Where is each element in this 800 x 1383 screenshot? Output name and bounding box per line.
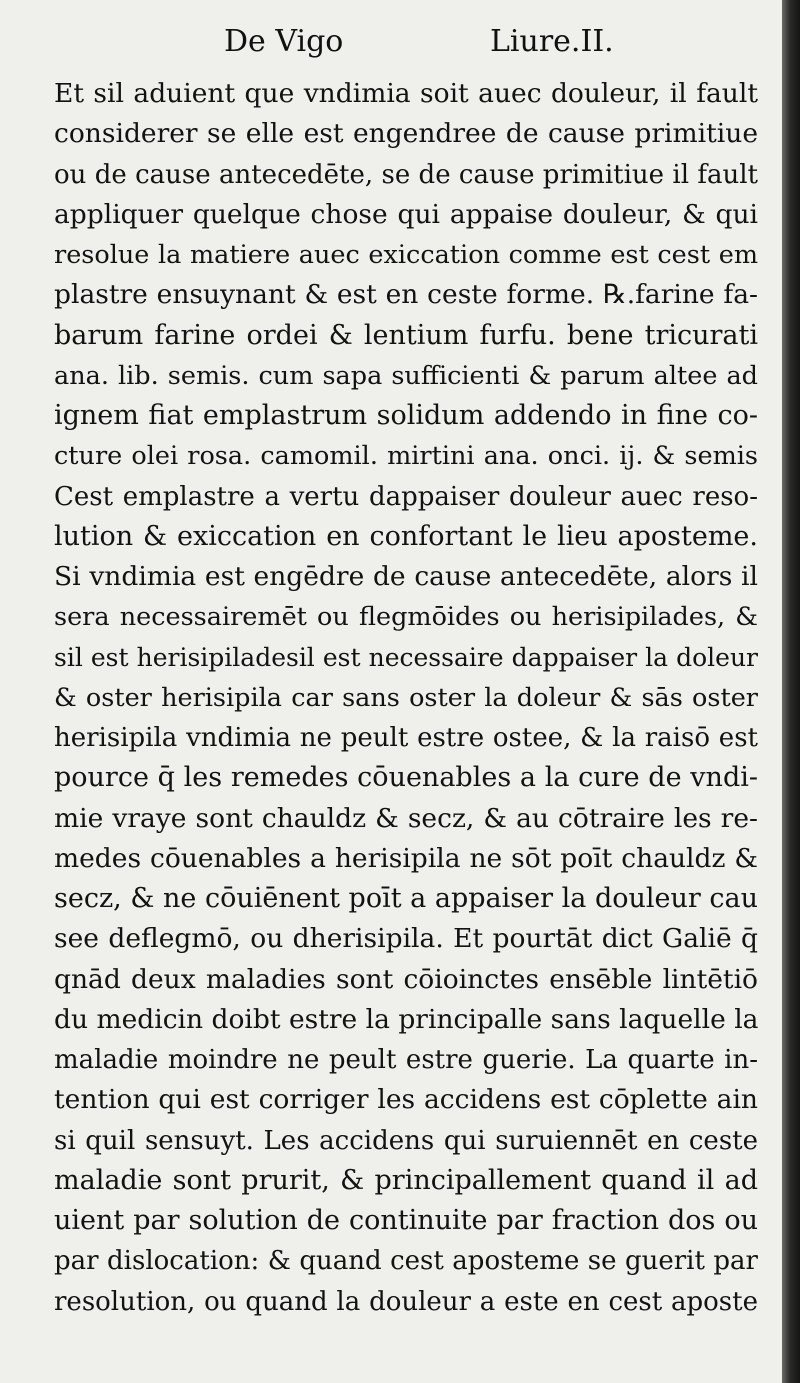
text-line: herisipila vndimia ne peult estre ostee, & la raisō est <box>54 723 758 753</box>
text-line: du medicin doibt estre la principalle sans laquelle la <box>54 1003 759 1035</box>
text-line: mie vraye sont chauldz & secz, & au cōtraire les re- <box>54 802 758 834</box>
text-line: resolue la matiere auec exiccation comme est cest em <box>54 240 758 270</box>
page-gutter-shadow <box>782 0 800 1383</box>
text-line: secz, & ne cōuiēnent poīt a appaiser la douleur cau <box>54 883 758 914</box>
running-title: De Vigo <box>224 24 344 59</box>
text-line: maladie moindre ne peult estre guerie. La quarte in- <box>54 1045 758 1075</box>
text-line: sera necessairemēt ou flegmōides ou herisipilades, & <box>54 602 758 633</box>
book-number: Liure.II. <box>490 24 614 59</box>
text-line: sil est herisipiladesil est necessaire dappaiser la doleur <box>54 642 758 672</box>
text-line: uient par solution de continuite par fraction dos ou <box>54 1205 758 1236</box>
text-line: ana. lib. semis. cum sapa sufficienti & parum altee ad <box>54 360 758 391</box>
text-line: ignem fiat emplastrum solidum addendo in fine co- <box>54 400 758 431</box>
text-line: & oster herisipila car sans oster la doleur & sās oster <box>54 682 758 713</box>
text-line: considerer se elle est engendree de cause primitiue <box>54 118 758 150</box>
text-line: resolution, ou quand la douleur a este en cest aposte <box>54 1286 758 1317</box>
text-line: barum farine ordei & lentium furfu. bene tricurati <box>54 319 758 351</box>
text-line: tention qui est corriger les accidens est cōplette ain <box>54 1084 758 1116</box>
text-line: plastre ensuynant & est en ceste forme. ℞.farine fa- <box>54 279 758 311</box>
text-line: maladie sont prurit, & principallement quand il ad <box>54 1164 758 1196</box>
text-line: Si vndimia est engēdre de cause antecedēte, alors il <box>54 561 758 592</box>
body-text <box>54 74 758 1322</box>
text-line: cture olei rosa. camomil. mirtini ana. onci. ij. & semis <box>54 441 758 472</box>
text-line: qnād deux maladies sont cōioinctes ensēble lintētiō <box>54 963 758 995</box>
text-line: medes cōuenables a herisipila ne sōt poīt chauldz & <box>54 842 758 874</box>
text-line: lution & exiccation en confortant le lieu aposteme. <box>54 520 758 552</box>
page-header <box>0 20 782 68</box>
text-line: appliquer quelque chose qui appaise douleur, & qui <box>54 198 758 230</box>
text-line: si quil sensuyt. Les accidens qui suruiennēt en ceste <box>54 1125 758 1156</box>
text-line: Et sil aduient que vndimia soit auec douleur, il fault <box>54 78 758 109</box>
text-line: ou de cause antecedēte, se de cause primitiue il fault <box>54 159 758 190</box>
text-line: par dislocation: & quand cest aposteme se guerit par <box>54 1246 758 1277</box>
text-line: see deflegmō, ou dherisipila. Et pourtāt dict Galiē q̄ <box>54 923 758 955</box>
text-line: pource q̄ les remedes cōuenables a la cure de vndi- <box>54 762 758 794</box>
text-line: Cest emplastre a vertu dappaiser douleur auec reso- <box>54 481 758 512</box>
